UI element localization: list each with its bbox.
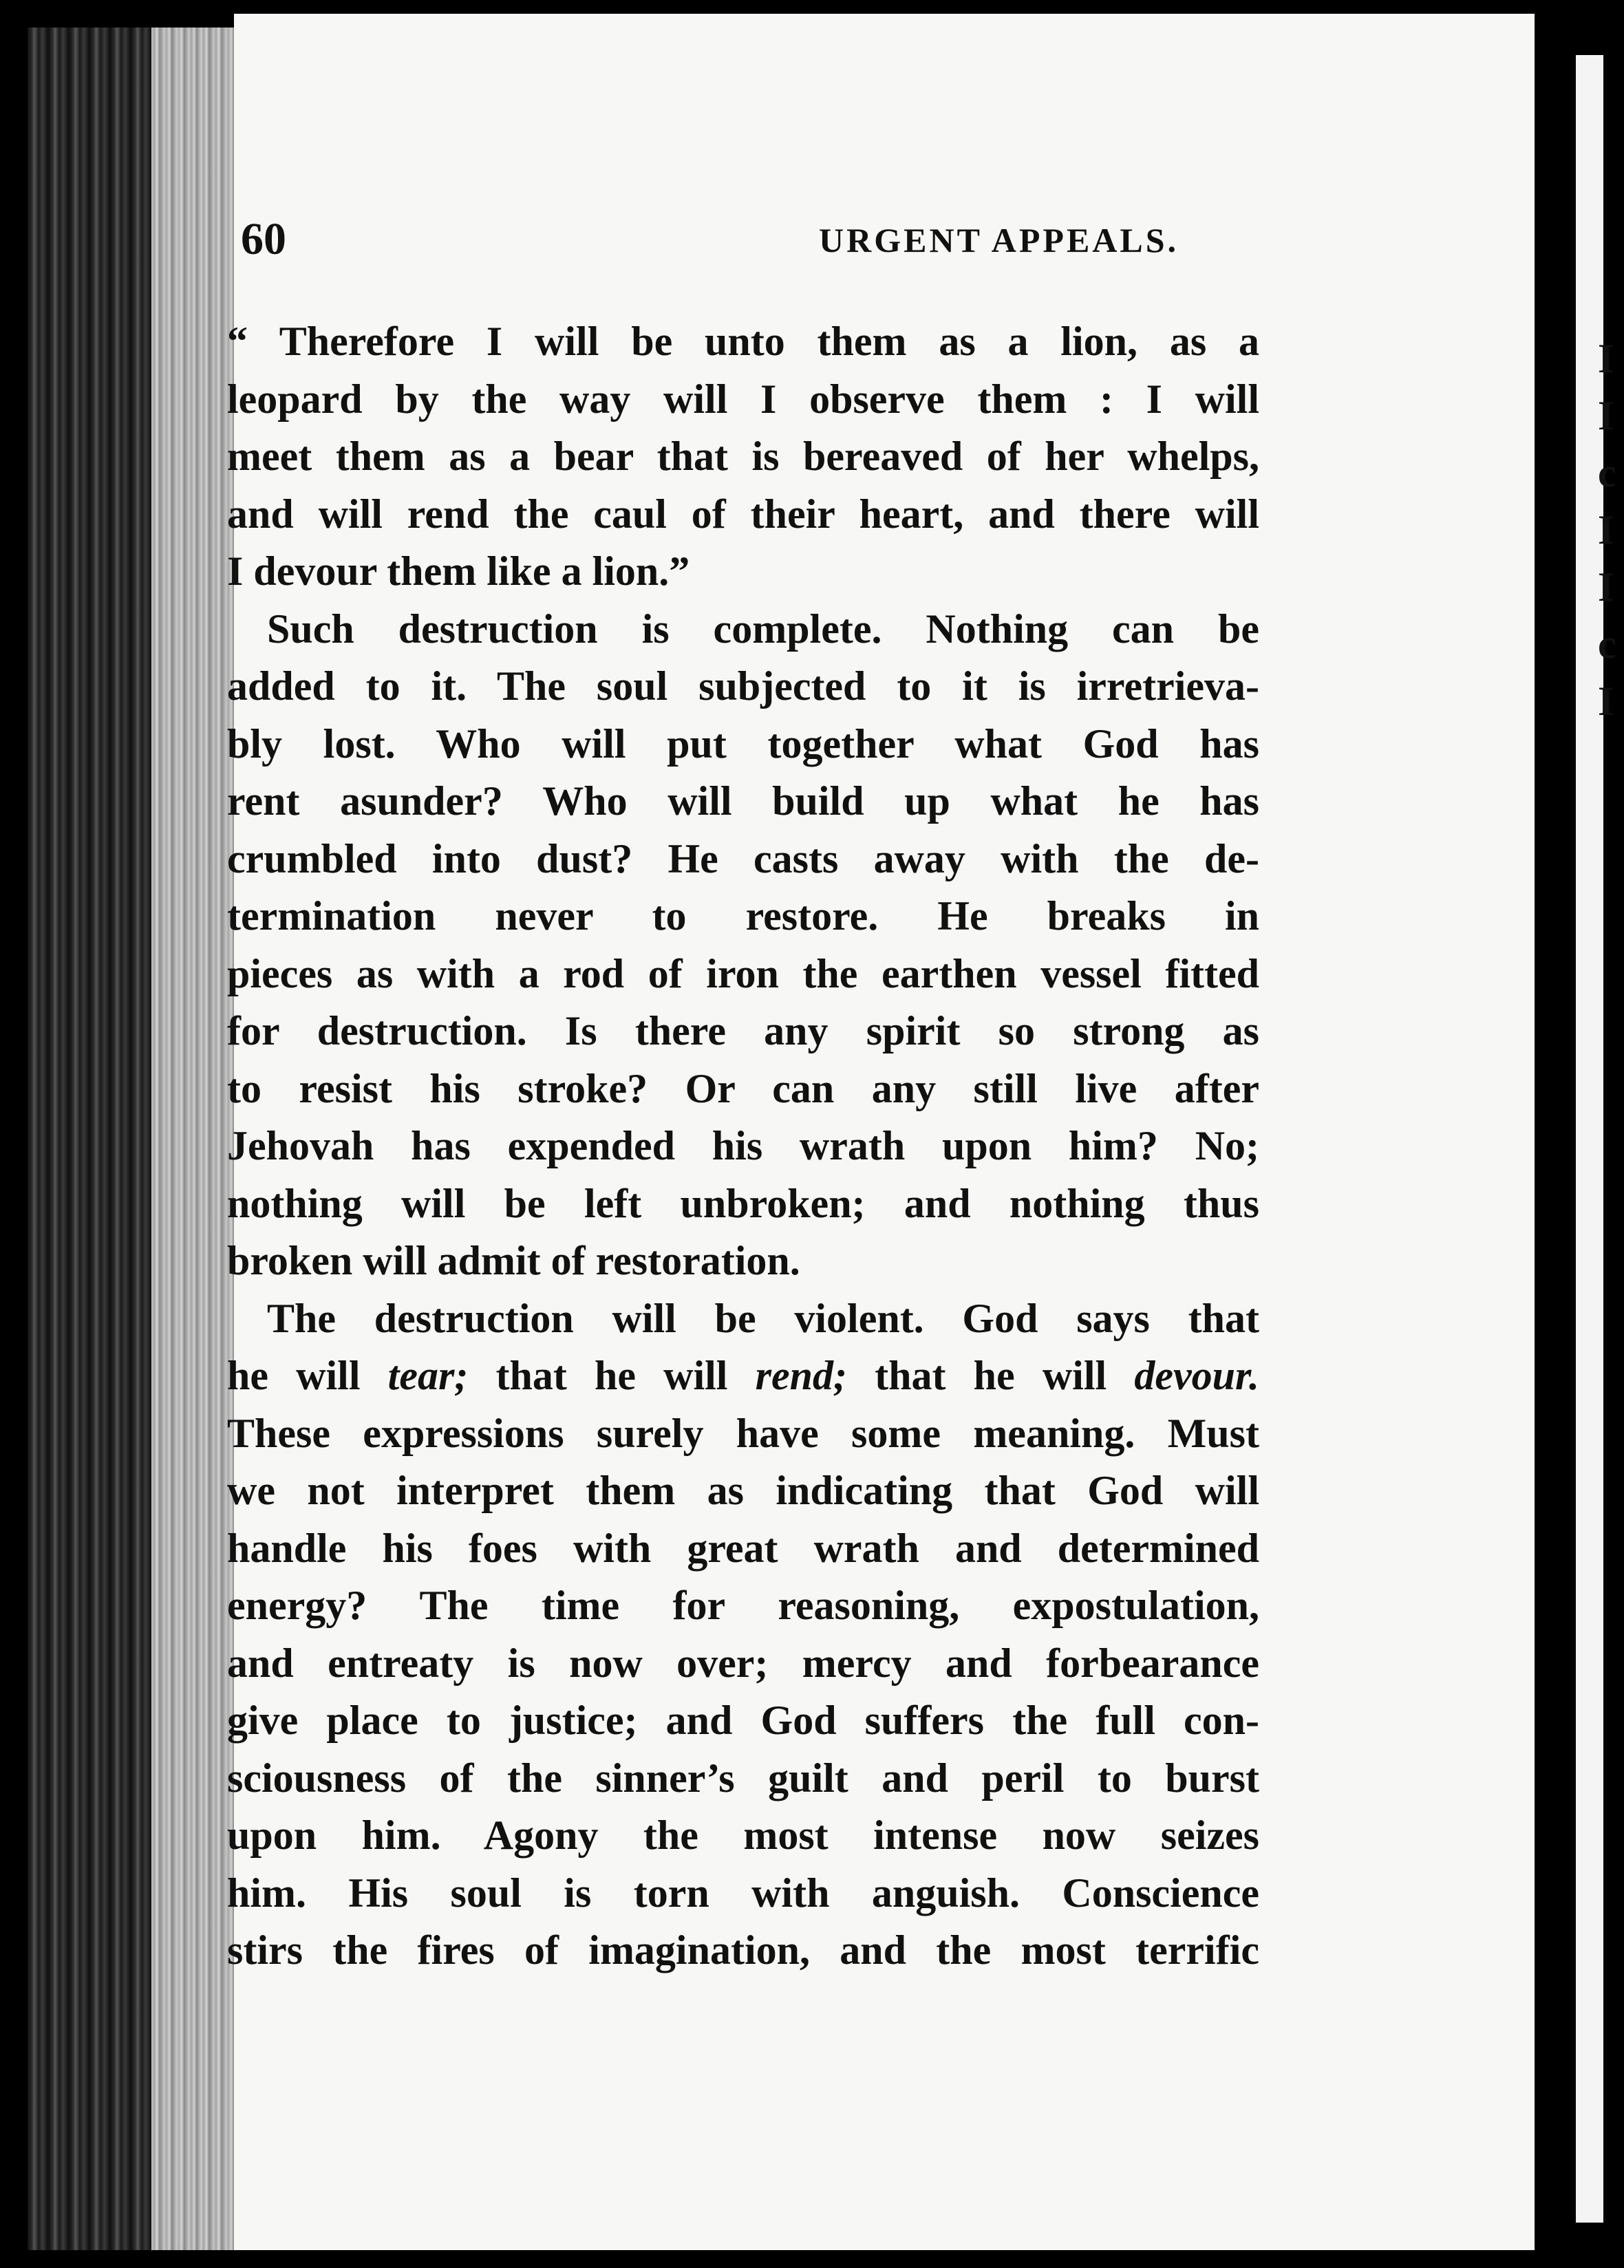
text-line: The destruction will be violent. God says that xyxy=(267,1295,1259,1341)
emphasis-tear: tear; xyxy=(387,1353,469,1398)
text-line: I devour them like a lion.” xyxy=(227,548,690,594)
running-title: URGENT APPEALS. xyxy=(819,221,1179,259)
text-line: Such destruction is complete. Nothing can be xyxy=(267,606,1259,652)
text-line: stirs the fires of imagination, and the most terrific xyxy=(227,1927,1259,1973)
fragment: I xyxy=(1598,564,1614,610)
text-span: that he will xyxy=(847,1353,1135,1398)
paragraph-destruction-complete xyxy=(227,601,1259,1290)
page-number: 60 xyxy=(241,214,286,264)
text-line: leopard by the way will I observe them : I will xyxy=(227,376,1259,422)
page-header xyxy=(241,213,1204,275)
paragraph-quote xyxy=(227,313,1259,601)
text-line: for destruction. Is there any spirit so strong as xyxy=(227,1008,1259,1053)
text-line: “ Therefore I will be unto them as a lion, as a xyxy=(227,319,1259,364)
text-line: crumbled into dust? He casts away with the de- xyxy=(227,835,1259,881)
facing-page-fragments xyxy=(1598,330,1623,730)
text-line: termination never to restore. He breaks in xyxy=(227,893,1259,939)
page-stack-edge xyxy=(151,28,234,2250)
text-line: we not interpret them as indicating that God will xyxy=(227,1468,1259,1513)
text-line: These expressions surely have some meaning. Must xyxy=(227,1410,1259,1456)
fragment: I xyxy=(1598,678,1614,724)
text-line: broken will admit of restoration. xyxy=(227,1238,800,1283)
emphasis-devour: devour. xyxy=(1134,1353,1260,1398)
fragment: I xyxy=(1598,393,1614,438)
text-line: to resist his stroke? Or can any still live after xyxy=(227,1065,1259,1111)
text-line: and will rend the caul of their heart, and there will xyxy=(227,491,1259,537)
text-line: handle his foes with great wrath and determined xyxy=(227,1525,1259,1571)
text-line: bly lost. Who will put together what God has xyxy=(227,720,1259,767)
body-text xyxy=(227,313,1259,1980)
fragment: I xyxy=(1598,336,1614,381)
fragment: c xyxy=(1598,450,1616,495)
text-line: Jehovah has expended his wrath upon him? No; xyxy=(227,1123,1259,1168)
text-line: upon him. Agony the most intense now seizes xyxy=(227,1812,1259,1858)
text-line: meet them as a bear that is bereaved of her whelps, xyxy=(227,434,1259,479)
text-line: and entreaty is now over; mercy and forbearance xyxy=(227,1640,1259,1686)
text-line: rent asunder? Who will build up what he has xyxy=(227,778,1259,824)
text-line: sciousness of the sinner’s guilt and peril to burst xyxy=(227,1755,1259,1801)
paragraph-destruction-violent xyxy=(227,1290,1259,1980)
text-line: give place to justice; and God suffers the full con- xyxy=(227,1698,1259,1743)
text-line: energy? The time for reasoning, expostulation, xyxy=(227,1583,1259,1628)
text-span: that he will xyxy=(468,1353,756,1398)
text-line: added to it. The soul subjected to it is irretrieva- xyxy=(227,663,1259,709)
fragment: c xyxy=(1598,621,1616,667)
text-line: him. His soul is torn with anguish. Conscience xyxy=(227,1870,1259,1916)
emphasis-rend: rend; xyxy=(755,1353,847,1398)
text-line: pieces as with a rod of iron the earthen vessel fitted xyxy=(227,950,1259,996)
fragment: I xyxy=(1598,507,1614,553)
text-line-with-emphasis xyxy=(227,1347,1259,1405)
text-line: nothing will be left unbroken; and nothing thus xyxy=(227,1180,1259,1226)
text-span: he will xyxy=(227,1353,388,1398)
